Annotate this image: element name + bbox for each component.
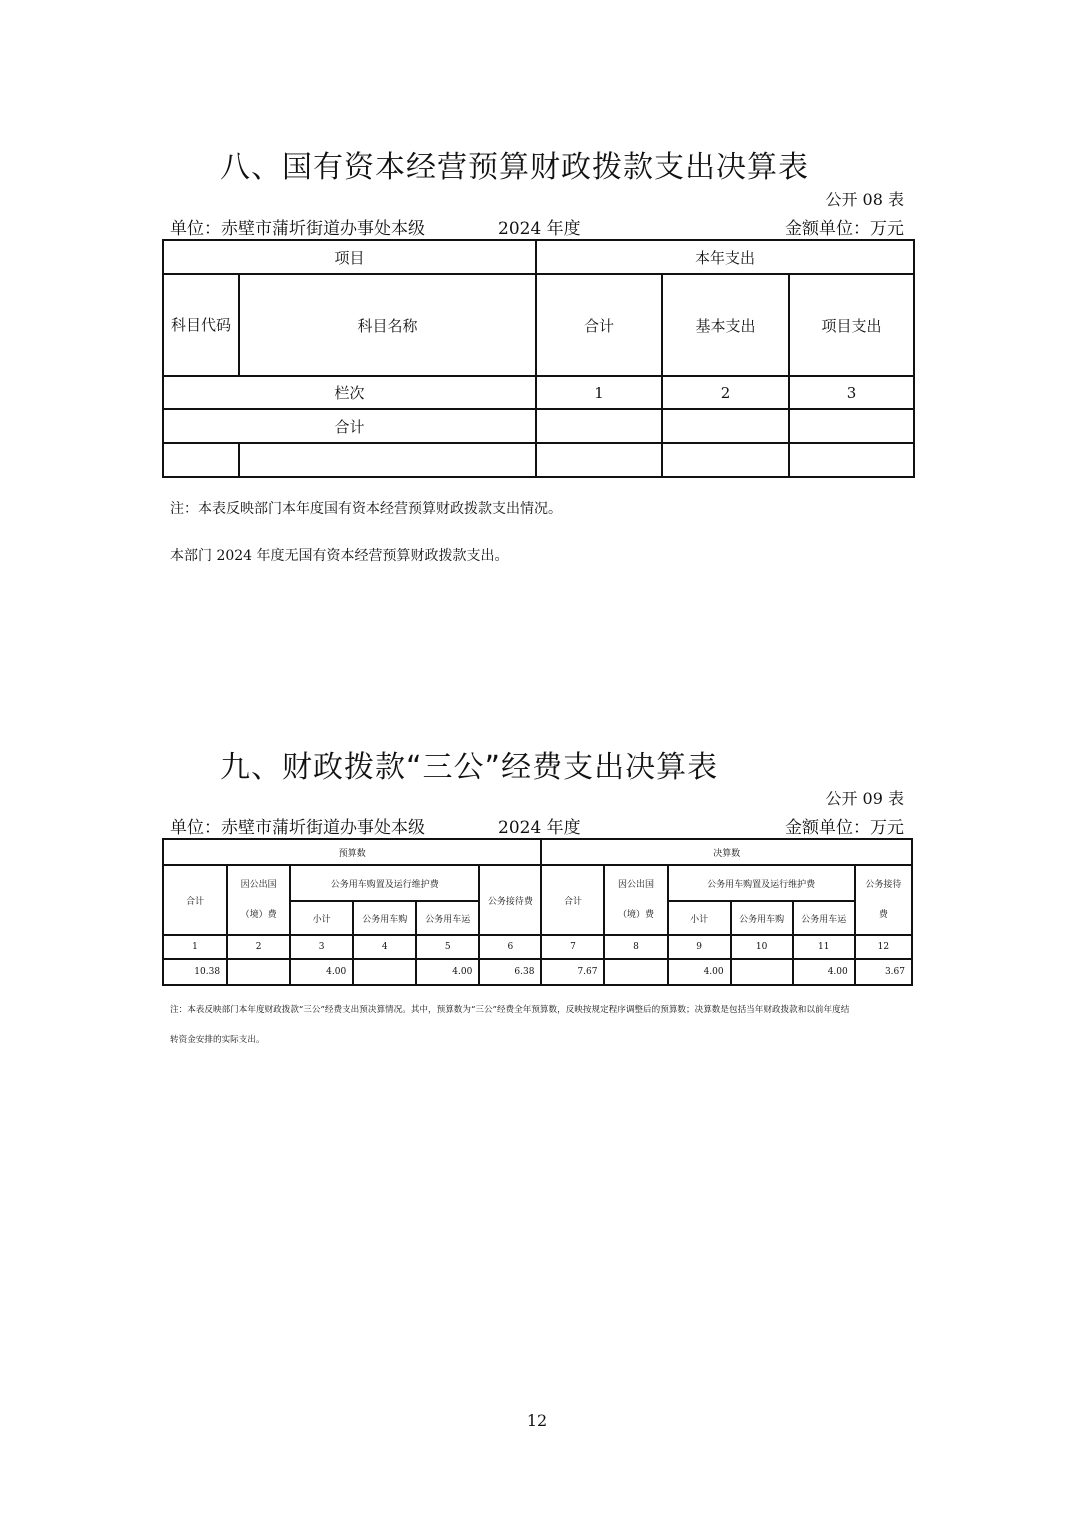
column-number: 2	[227, 935, 290, 959]
column-number: 4	[353, 935, 416, 959]
page-number: 12	[526, 1411, 548, 1430]
value-cell	[662, 443, 789, 477]
total-cell	[789, 409, 914, 443]
total-row-label: 合计	[163, 409, 536, 443]
section9-table-number: 公开 09 表	[825, 789, 904, 808]
column-number: 10	[731, 935, 793, 959]
budget-total-header: 合计	[163, 865, 227, 935]
budget-purchase-header: 公务用车购	[353, 901, 416, 935]
budget-subtotal-header: 小计	[290, 901, 353, 935]
header-total: 合计	[536, 274, 662, 376]
value-cell	[353, 959, 416, 985]
budget-reception-header: 公务接待费	[479, 865, 541, 935]
subject-code-cell	[163, 443, 239, 477]
header-basic-expense: 基本支出	[662, 274, 789, 376]
section9-note	[170, 995, 918, 1055]
value-cell: 4.00	[793, 959, 855, 985]
column-number: 1	[163, 935, 227, 959]
final-operation-header: 公务用车运	[793, 901, 855, 935]
final-abroad-header: 因公出国 （境）费	[604, 865, 667, 935]
header-subject-code: 科目代码	[163, 274, 239, 376]
header-project-expense: 项目支出	[789, 274, 914, 376]
section8-year: 2024 年度	[498, 219, 581, 239]
final-reception-header: 公务接待 费	[855, 865, 912, 935]
budget-group-header: 预算数	[163, 839, 541, 865]
budget-vehicle-header: 公务用车购置及运行维护费	[290, 865, 479, 901]
section9-note-line2: 转资金安排的实际支出。	[170, 1035, 265, 1045]
column-number: 5	[416, 935, 479, 959]
section9-year: 2024 年度	[498, 818, 581, 838]
column-number: 3	[789, 376, 914, 409]
section9-table	[162, 838, 913, 986]
table-row	[163, 959, 912, 985]
column-number-row	[163, 376, 914, 409]
column-number: 12	[855, 935, 912, 959]
total-row	[163, 409, 914, 443]
budget-abroad-header: 因公出国 （境）费	[227, 865, 290, 935]
section8-amount-unit: 金额单位：万元	[785, 219, 904, 239]
column-row-label: 栏次	[163, 376, 536, 409]
total-cell	[536, 409, 662, 443]
section8-table-number: 公开 08 表	[825, 190, 904, 209]
header-subject-name: 科目名称	[239, 274, 536, 376]
value-cell: 4.00	[668, 959, 731, 985]
value-cell	[789, 443, 914, 477]
value-cell: 6.38	[479, 959, 541, 985]
section8-unit: 单位：赤壁市蒲圻街道办事处本级	[170, 219, 425, 239]
section9-unit: 单位：赤壁市蒲圻街道办事处本级	[170, 818, 425, 838]
section9-amount-unit: 金额单位：万元	[785, 818, 904, 838]
section8-note: 注：本表反映部门本年度国有资本经营预算财政拨款支出情况。	[170, 501, 562, 517]
column-number: 9	[668, 935, 731, 959]
section8-table	[162, 239, 915, 478]
final-total-header: 合计	[541, 865, 604, 935]
column-number: 2	[662, 376, 789, 409]
column-number: 6	[479, 935, 541, 959]
column-number: 8	[604, 935, 667, 959]
section8-statement: 本部门 2024 年度无国有资本经营预算财政拨款支出。	[170, 548, 509, 564]
final-purchase-header: 公务用车购	[731, 901, 793, 935]
value-cell	[731, 959, 793, 985]
column-number-row	[163, 935, 912, 959]
final-vehicle-header: 公务用车购置及运行维护费	[668, 865, 855, 901]
value-cell: 4.00	[416, 959, 479, 985]
header-item: 项目	[163, 240, 536, 274]
budget-operation-header: 公务用车运	[416, 901, 479, 935]
section9-note-line1: 注：本表反映部门本年度财政拨款“三公”经费支出预决算情况。其中，预算数为“三公”经费全年预算数，反映按规定程序调整后的预算数；决算数是包括当年财政拨款和以前年度结	[170, 1005, 850, 1015]
column-number: 3	[290, 935, 353, 959]
value-cell: 7.67	[541, 959, 604, 985]
final-group-header: 决算数	[541, 839, 912, 865]
column-number: 7	[541, 935, 604, 959]
value-cell: 3.67	[855, 959, 912, 985]
section9-title: 九、财政拨款“三公”经费支出决算表	[220, 750, 719, 785]
value-cell	[604, 959, 667, 985]
section8-title: 八、国有资本经营预算财政拨款支出决算表	[220, 150, 809, 185]
table-row	[163, 443, 914, 477]
column-number: 11	[793, 935, 855, 959]
value-cell	[227, 959, 290, 985]
value-cell: 10.38	[163, 959, 227, 985]
value-cell	[536, 443, 662, 477]
header-current-year-expense: 本年支出	[536, 240, 914, 274]
final-subtotal-header: 小计	[668, 901, 731, 935]
total-cell	[662, 409, 789, 443]
value-cell: 4.00	[290, 959, 353, 985]
subject-name-cell	[239, 443, 536, 477]
column-number: 1	[536, 376, 662, 409]
